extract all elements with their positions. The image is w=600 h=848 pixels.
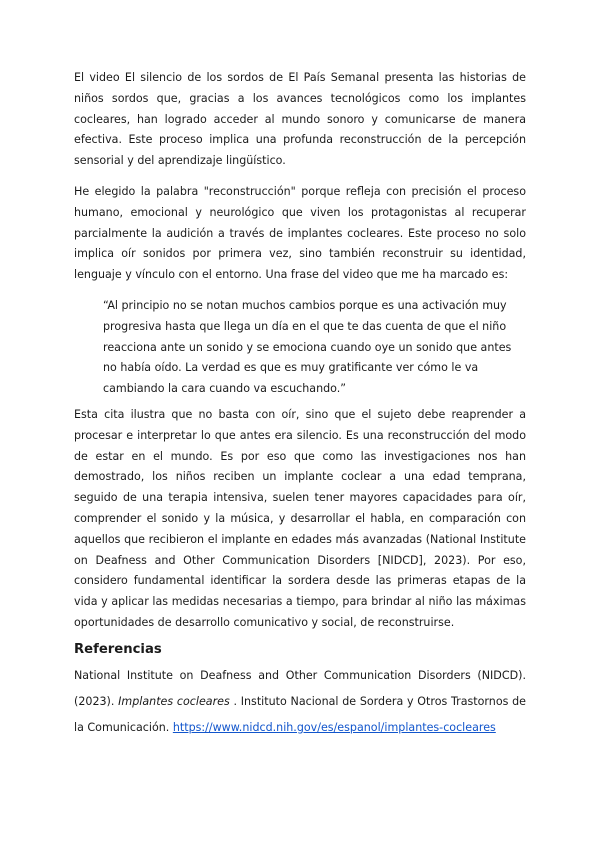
references-heading: Referencias bbox=[74, 642, 162, 657]
intro-paragraph: El video El silencio de los sordos de El País Semanal presenta las historias de niños sordos que, gracias a los avances tecnológicos como los implantes cocleares, han logrado acceder al mundo sonoro y comunicarse de manera efectiva. Este proceso implica una profunda reconstrucción de la percepción sensorial y del aprendizaje lingüístico. bbox=[74, 71, 526, 168]
reference-authors-year: National Institute on Deafness and Other Communication Disorders (NIDCD). (2023). bbox=[74, 669, 526, 708]
reference-publisher: . Instituto Nacional de Sordera y Otros Trastornos de la Comunicación. bbox=[74, 695, 526, 734]
reference-entry bbox=[74, 663, 526, 741]
analysis-paragraph: Esta cita ilustra que no basta con oír, sino que el sujeto debe reaprender a procesar e interpretar lo que antes era silencio. Es una reconstrucción del modo de estar en el mundo. Es por eso que como las investigaciones nos han demostrado, los niños reciben un implante coclear a una edad temprana, seguido de una terapia intensiva, suelen tener mayores capacidades para oír, comprender el sonido y la música, y desarrollar el habla, en comparación con aquellos que recibieron el implante en edades más avanzadas (National Institute on Deafness and Other Communication Disorders [NIDCD], 2023). Por eso, considero fundamental identificar la sordera desde las primeras etapas de la vida y aplicar las medidas necesarias a tiempo, para brindar al niño las máximas oportunidades de desarrollo comunicativo y social, de reconstruirse. bbox=[74, 408, 526, 629]
video-quote: “Al principio no se notan muchos cambios porque es una activación muy progresiva hasta que llega un día en el que te das cuenta de que el niño reacciona ante un sonido y se emociona cuando oye un sonido que antes no había oído. La verdad es que es muy gratificante ver cómo le va cambiando la cara cuando va escuchando.” bbox=[103, 299, 512, 396]
reference-link[interactable]: https://www.nidcd.nih.gov/es/espanol/implantes-cocleares bbox=[172, 721, 496, 734]
word-choice-paragraph: He elegido la palabra "reconstrucción" porque refleja con precisión el proceso humano, emocional y neurológico que viven los protagonistas al recuperar parcialmente la audición a través de implantes cocleares. Este proceso no solo implica oír sonidos por primera vez, sino también reconstruir su identidad, lenguaje y vínculo con el entorno. Una frase del video que me ha marcado es: bbox=[74, 185, 526, 282]
reference-title: Implantes cocleares bbox=[118, 695, 230, 708]
